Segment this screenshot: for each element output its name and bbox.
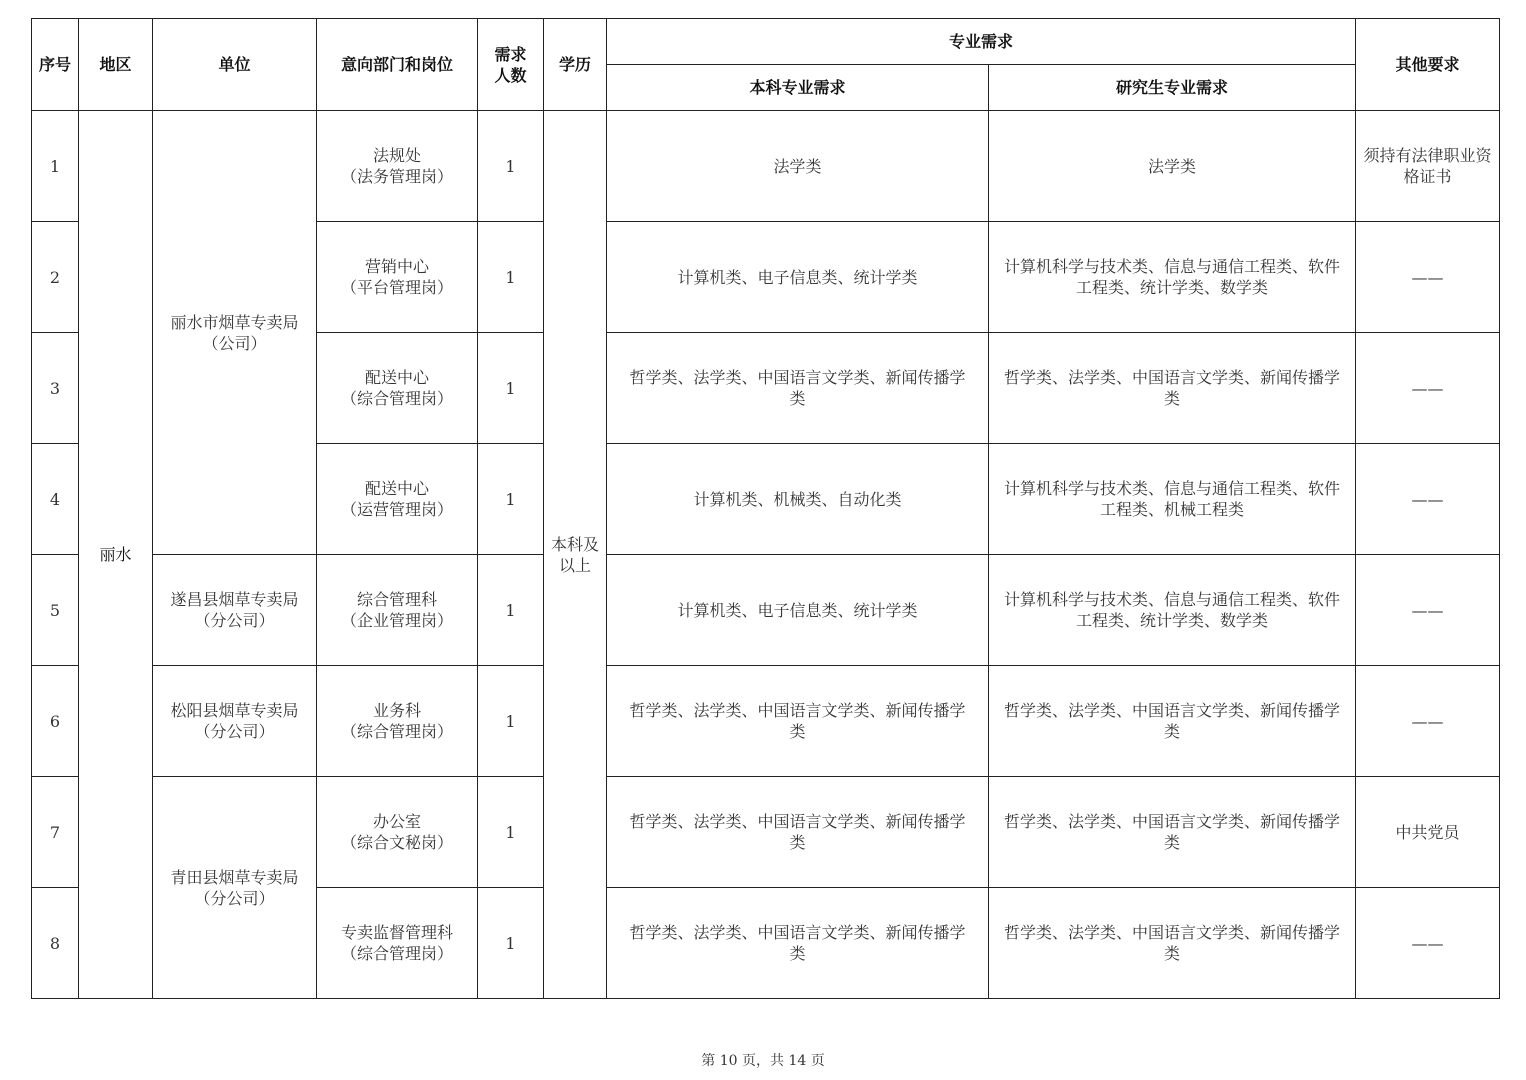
other-requirement-cell bbox=[1356, 666, 1500, 777]
post-label: （综合管理岗） bbox=[340, 389, 453, 408]
unit-cell bbox=[153, 555, 317, 666]
graduate-major-cell bbox=[989, 444, 1356, 555]
row-index-cell: 2 bbox=[32, 222, 79, 333]
header-major-group: 专业需求 bbox=[607, 19, 1356, 65]
other-line: —— bbox=[1411, 267, 1444, 287]
undergrad-line: 哲学类、法学类、中国语言文学类、新闻传播学 bbox=[629, 812, 966, 831]
department-label: 法规处 bbox=[372, 146, 421, 165]
graduate-line: 哲学类、法学类、中国语言文学类、新闻传播学 bbox=[1004, 812, 1341, 831]
position-cell bbox=[317, 888, 478, 999]
post-label: （综合管理岗） bbox=[340, 944, 453, 963]
unit-line: 遂昌县烟草专卖局 bbox=[170, 590, 299, 609]
count-cell: 1 bbox=[478, 222, 544, 333]
graduate-major-cell bbox=[989, 333, 1356, 444]
header-undergrad: 本科专业需求 bbox=[607, 65, 989, 111]
count-cell: 1 bbox=[478, 555, 544, 666]
graduate-major-cell bbox=[989, 666, 1356, 777]
undergrad-major-cell bbox=[607, 777, 989, 888]
other-line: —— bbox=[1411, 933, 1444, 953]
other-requirement-cell bbox=[1356, 555, 1500, 666]
header-count-line1: 需求 bbox=[494, 44, 527, 64]
graduate-line: 工程类、统计学类、数学类 bbox=[1076, 611, 1269, 630]
undergrad-line: 类 bbox=[789, 833, 806, 852]
other-requirement-cell bbox=[1356, 888, 1500, 999]
education-cell bbox=[544, 111, 607, 999]
header-unit: 单位 bbox=[153, 19, 317, 111]
undergrad-line: 哲学类、法学类、中国语言文学类、新闻传播学 bbox=[629, 701, 966, 720]
other-requirement-cell bbox=[1356, 777, 1500, 888]
graduate-line: 计算机科学与技术类、信息与通信工程类、软件 bbox=[1004, 257, 1341, 276]
other-line: 须持有法律职业资 bbox=[1363, 146, 1492, 165]
unit-line: 丽水市烟草专卖局 bbox=[170, 312, 299, 332]
position-cell bbox=[317, 777, 478, 888]
position-cell bbox=[317, 111, 478, 222]
graduate-line: 类 bbox=[1164, 389, 1181, 408]
undergrad-line: 类 bbox=[789, 722, 806, 741]
header-count-line2: 人数 bbox=[494, 65, 527, 85]
unit-cell bbox=[153, 111, 317, 555]
other-line: —— bbox=[1411, 489, 1444, 509]
row-index-cell: 5 bbox=[32, 555, 79, 666]
department-label: 营销中心 bbox=[364, 257, 429, 276]
graduate-major-cell bbox=[989, 777, 1356, 888]
other-line: 格证书 bbox=[1403, 167, 1452, 186]
department-label: 配送中心 bbox=[364, 368, 429, 387]
position-cell bbox=[317, 555, 478, 666]
graduate-line: 类 bbox=[1164, 833, 1181, 852]
undergrad-line: 哲学类、法学类、中国语言文学类、新闻传播学 bbox=[629, 368, 966, 387]
department-label: 专卖监督管理科 bbox=[340, 923, 453, 942]
post-label: （综合文秘岗） bbox=[340, 833, 453, 852]
table-row bbox=[32, 666, 1500, 777]
unit-line: （分公司） bbox=[194, 888, 275, 908]
graduate-line: 工程类、统计学类、数学类 bbox=[1076, 278, 1269, 297]
row-index-cell: 1 bbox=[32, 111, 79, 222]
count-cell: 1 bbox=[478, 888, 544, 999]
row-index-cell: 6 bbox=[32, 666, 79, 777]
header-other: 其他要求 bbox=[1356, 19, 1500, 111]
count-cell: 1 bbox=[478, 777, 544, 888]
department-label: 配送中心 bbox=[364, 479, 429, 498]
unit-cell bbox=[153, 777, 317, 999]
count-cell: 1 bbox=[478, 444, 544, 555]
other-line: —— bbox=[1411, 600, 1444, 620]
graduate-line: 法学类 bbox=[1148, 156, 1197, 176]
recruitment-table bbox=[31, 18, 1500, 999]
graduate-major-cell bbox=[989, 111, 1356, 222]
row-index-cell: 7 bbox=[32, 777, 79, 888]
unit-line: （分公司） bbox=[194, 722, 275, 741]
undergrad-line: 计算机类、机械类、自动化类 bbox=[693, 489, 902, 509]
position-cell bbox=[317, 666, 478, 777]
undergrad-major-cell bbox=[607, 555, 989, 666]
count-cell: 1 bbox=[478, 666, 544, 777]
other-line: —— bbox=[1411, 378, 1444, 398]
undergrad-major-cell bbox=[607, 222, 989, 333]
table-row bbox=[32, 777, 1500, 888]
count-cell: 1 bbox=[478, 111, 544, 222]
undergrad-major-cell bbox=[607, 111, 989, 222]
undergrad-line: 计算机类、电子信息类、统计学类 bbox=[677, 267, 918, 287]
undergrad-line: 哲学类、法学类、中国语言文学类、新闻传播学 bbox=[629, 923, 966, 942]
graduate-line: 哲学类、法学类、中国语言文学类、新闻传播学 bbox=[1004, 701, 1341, 720]
other-requirement-cell bbox=[1356, 222, 1500, 333]
post-label: （综合管理岗） bbox=[340, 722, 453, 741]
header-row-top bbox=[32, 19, 1500, 65]
undergrad-major-cell bbox=[607, 888, 989, 999]
education-line: 本科及 bbox=[550, 534, 599, 554]
unit-line: 松阳县烟草专卖局 bbox=[170, 701, 299, 720]
unit-line: 青田县烟草专卖局 bbox=[170, 867, 299, 887]
undergrad-line: 计算机类、电子信息类、统计学类 bbox=[677, 600, 918, 620]
unit-line: （公司） bbox=[202, 333, 267, 353]
graduate-major-cell bbox=[989, 555, 1356, 666]
row-index-cell: 8 bbox=[32, 888, 79, 999]
post-label: （企业管理岗） bbox=[340, 611, 453, 630]
header-count bbox=[478, 19, 544, 111]
graduate-major-cell bbox=[989, 888, 1356, 999]
graduate-line: 哲学类、法学类、中国语言文学类、新闻传播学 bbox=[1004, 368, 1341, 387]
graduate-line: 类 bbox=[1164, 722, 1181, 741]
undergrad-line: 类 bbox=[789, 944, 806, 963]
other-requirement-cell bbox=[1356, 111, 1500, 222]
other-line: —— bbox=[1411, 711, 1444, 731]
graduate-line: 哲学类、法学类、中国语言文学类、新闻传播学 bbox=[1004, 923, 1341, 942]
education-line: 以上 bbox=[558, 555, 591, 575]
graduate-line: 计算机科学与技术类、信息与通信工程类、软件 bbox=[1004, 479, 1341, 498]
row-index-cell: 4 bbox=[32, 444, 79, 555]
other-requirement-cell bbox=[1356, 333, 1500, 444]
page-footer: 第 10 页，共 14 页 bbox=[701, 1053, 825, 1069]
position-cell bbox=[317, 222, 478, 333]
header-position: 意向部门和岗位 bbox=[317, 19, 478, 111]
other-requirement-cell bbox=[1356, 444, 1500, 555]
graduate-line: 类 bbox=[1164, 944, 1181, 963]
table-row bbox=[32, 555, 1500, 666]
position-cell bbox=[317, 333, 478, 444]
region-cell: 丽水 bbox=[79, 111, 153, 999]
graduate-major-cell bbox=[989, 222, 1356, 333]
graduate-line: 工程类、机械工程类 bbox=[1100, 500, 1245, 519]
unit-line: （分公司） bbox=[194, 611, 275, 630]
department-label: 业务科 bbox=[372, 701, 421, 720]
row-index-cell: 3 bbox=[32, 333, 79, 444]
undergrad-line: 法学类 bbox=[773, 156, 822, 176]
department-label: 办公室 bbox=[372, 812, 421, 831]
graduate-line: 计算机科学与技术类、信息与通信工程类、软件 bbox=[1004, 590, 1341, 609]
post-label: （平台管理岗） bbox=[340, 278, 453, 297]
header-education: 学历 bbox=[544, 19, 607, 111]
position-cell bbox=[317, 444, 478, 555]
undergrad-major-cell bbox=[607, 444, 989, 555]
post-label: （运营管理岗） bbox=[340, 500, 453, 519]
undergrad-major-cell bbox=[607, 333, 989, 444]
undergrad-line: 类 bbox=[789, 389, 806, 408]
table-row bbox=[32, 111, 1500, 222]
post-label: （法务管理岗） bbox=[340, 167, 453, 186]
unit-cell bbox=[153, 666, 317, 777]
header-region: 地区 bbox=[79, 19, 153, 111]
department-label: 综合管理科 bbox=[356, 590, 437, 609]
header-index: 序号 bbox=[32, 19, 79, 111]
header-graduate: 研究生专业需求 bbox=[989, 65, 1356, 111]
count-cell: 1 bbox=[478, 333, 544, 444]
other-line: 中共党员 bbox=[1395, 822, 1460, 842]
undergrad-major-cell bbox=[607, 666, 989, 777]
table-body bbox=[32, 111, 1500, 999]
